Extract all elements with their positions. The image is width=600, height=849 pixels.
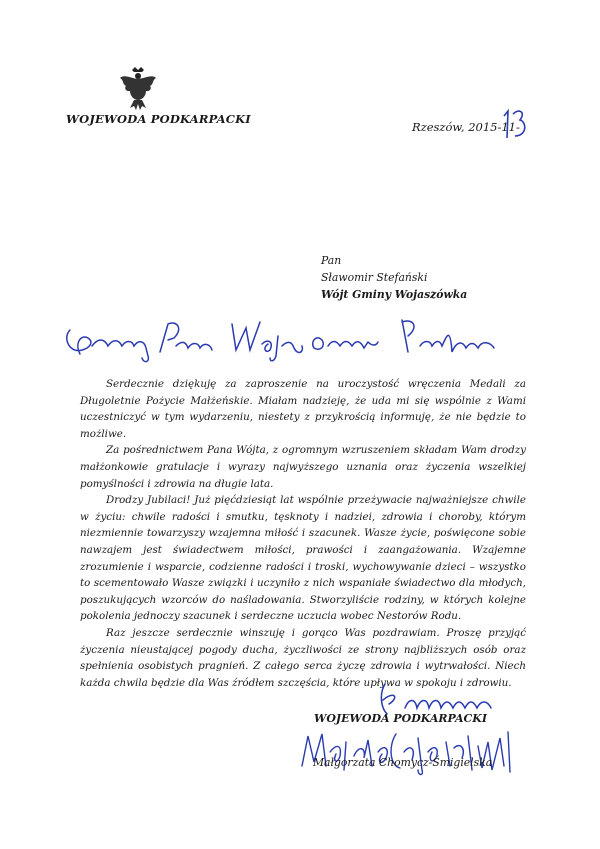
letter-body — [80, 376, 526, 691]
handwritten-date-day — [499, 106, 531, 142]
recipient-name: Sławomir Stefański — [321, 271, 428, 284]
polish-eagle-icon — [118, 66, 158, 112]
place-date: Rzeszów, 2015-11- — [412, 120, 520, 134]
recipient-title: Wójt Gminy Wojaszówka — [321, 288, 468, 301]
signatory-name: Małgorzata Chomycz-Śmigielska — [313, 756, 493, 769]
body-paragraph: Serdecznie dziękuję za zaproszenie na uroczystość wręczenia Medali za Długoletnie Pożycie Małżeńskie. Miałam nadzieję, że uda mi się wspólnie z Wami uczestniczyć w tym wydarzeniu, niestety z przykrością informuję, że nie będzie to możliwe. — [80, 378, 526, 440]
body-paragraph: Za pośrednictwem Pana Wójta, z ogromnym wzruszeniem składam Wam drodzy małżonkowie gratulacje i wyrazy najwyższego uznania oraz życzenia wszelkiej pomyślności i zdrowia na długie lata. — [80, 444, 526, 490]
recipient-line: Pan — [321, 254, 342, 267]
handwritten-salutation — [64, 312, 504, 368]
office-title: WOJEWODA PODKARPACKI — [66, 112, 251, 126]
signature-office-title: WOJEWODA PODKARPACKI — [314, 712, 488, 725]
body-paragraph: Raz jeszcze serdecznie winszuję i gorąco Was pozdrawiam. Proszę przyjąć życzenia nieustającej pogody ducha, życzliwości ze strony najbliższych osób oraz spełnienia osobistych pragnień. Z całego serca życzę zdrowia i wytrwałości. Niech każda chwila będzie dla Was źródłem szczęścia, które upływa w spokoju i zdrowiu. — [80, 626, 526, 689]
handwritten-signature-icon — [296, 722, 518, 780]
body-paragraph: Drodzy Jubilaci! Już pięćdziesiąt lat wspólnie przeżywacie najważniejsze chwile w życiu: chwile radości i smutku, tęsknoty i nadziei, zdrowia i choroby, którym niezmiennie towarzyszy wzajemna miłość i szacunek. Wasze życie, poświęcone sobie nawzajem jest świadectwem miłości, prawości i zaangażowania. Wzajemne zrozumienie i wsparcie, codzienne radości i troski, wychowywanie dzieci – wszystko to scementowało Wasze związki i uczyniło z nich wspaniałe świadectwo dla młodych, poszukujących wzorców do naśladowania. Stworzyliście rodziny, w których kolejne pokolenia jednoczy szacunek i serdeczne uczucia wobec Nestorów Rodu. — [80, 494, 526, 623]
